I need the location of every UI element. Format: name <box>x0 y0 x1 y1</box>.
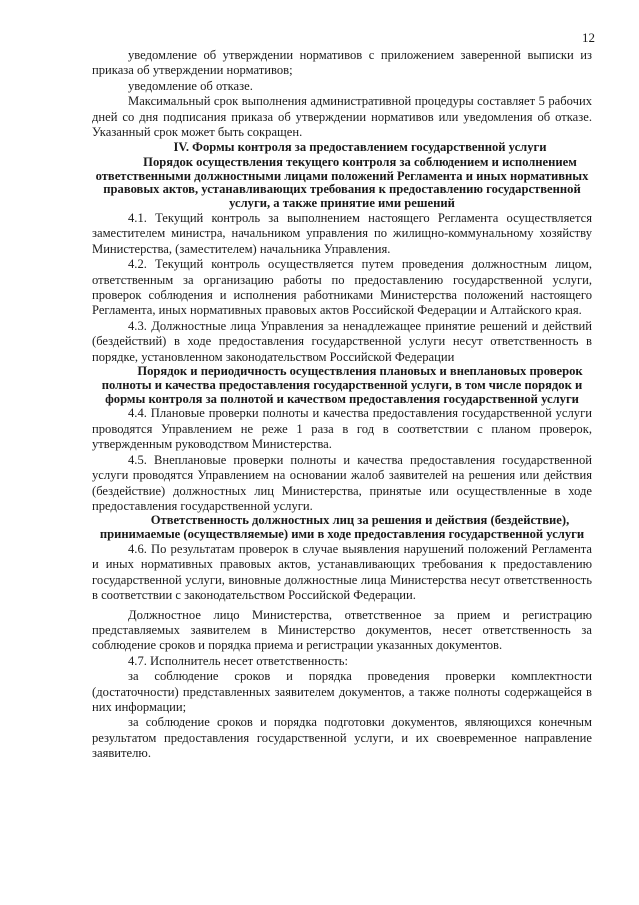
paragraph: уведомление об отказе. <box>128 78 253 93</box>
clause-4-6: 4.6. По результатам проверок в случае выявления нарушений положений Регламента и иных нормативных правовых актов, устанавливающих требования к предоставлению государственной услуги, виновные должностные лица Министерства несут ответственность в соответствии с законодательством Российской Федерации. <box>92 541 592 603</box>
clause-4-7: 4.7. Исполнитель несет ответственность: <box>128 653 348 668</box>
clause-4-1: 4.1. Текущий контроль за выполнением настоящего Регламента осуществляется заместителем министра, начальником управления по жилищно-коммунальному хозяйству Министерства, (заместителем) начальника Управления. <box>92 211 592 256</box>
clause-4-7-item: за соблюдение сроков и порядка подготовки документов, являющихся конечным результатом предоставления государственной услуги, и их своевременное направление заявителю. <box>92 715 592 761</box>
page-number: 12 <box>582 30 595 45</box>
subsection-title-inspections: Порядок и периодичность осуществления плановых и внеплановых проверок полноты и качества предоставления государственной услуги, в том числе порядок и формы контроля за полнотой и качеством предоставления государственной услуги <box>101 364 583 406</box>
clause-4-3: 4.3. Должностные лица Управления за ненадлежащее принятие решений и действий (бездействий) в ходе предоставления государственной услуги несут ответственность в порядке, установленном законодательством Российской Федерации <box>92 318 592 364</box>
paragraph-official-responsibility: Должностное лицо Министерства, ответственное за прием и регистрацию представляемых заявителем в Министерство документов, несет ответственность за соблюдение сроков и порядка приема и регистрации указанных документов. <box>92 607 592 653</box>
paragraph: Максимальный срок выполнения административной процедуры составляет 5 рабочих дней со дня подписания приказа об утверждении нормативов или уведомления об отказе. Указанный срок может быть сокращен. <box>92 94 592 140</box>
clause-4-2: 4.2. Текущий контроль осуществляется путем проведения должностным лицом, ответственным за организацию работы по предоставлению государственной услуги, проверок соблюдения и исполнения работниками Министерства положений настоящего Регламента, иных нормативных правовых актов Российской Федерации и Алтайского края. <box>92 257 592 318</box>
clause-4-4: 4.4. Плановые проверки полноты и качества предоставления государственной услуги проводятся Управлением не реже 1 раза в год в соответствии с планом проверок, утвержденным руководством Министерства. <box>92 406 592 452</box>
subsection-title-responsibility: Ответственность должностных лиц за решения и действия (бездействие), принимаемые (осуществляемые) ими в ходе предоставления государственной услуги <box>99 513 585 542</box>
section-title: IV. Формы контроля за предоставлением государственной услуги <box>173 140 547 155</box>
subsection-title-current-control: Порядок осуществления текущего контроля за соблюдением и исполнением ответственными должностными лицами положений Регламента и иных нормативных правовых актов, устанавливающих требования к предоставлению государственной услуги, а также принятие ими решений <box>95 154 589 211</box>
document-body <box>92 48 592 762</box>
paragraph: уведомление об утверждении нормативов с приложением заверенной выписки из приказа об утверждении нормативов; <box>92 48 592 78</box>
clause-4-7-item: за соблюдение сроков и порядка проведения проверки комплектности (достаточности) представленных заявителем документов, а также полноты содержащейся в них информации; <box>92 669 592 714</box>
clause-4-5: 4.5. Внеплановые проверки полноты и качества предоставления государственной услуги проводятся Управлением на основании жалоб заявителей на решения или действия (бездействие) должностных лиц Министерства, принятые или осуществленные в ходе предоставления государственной услуги. <box>92 452 592 513</box>
